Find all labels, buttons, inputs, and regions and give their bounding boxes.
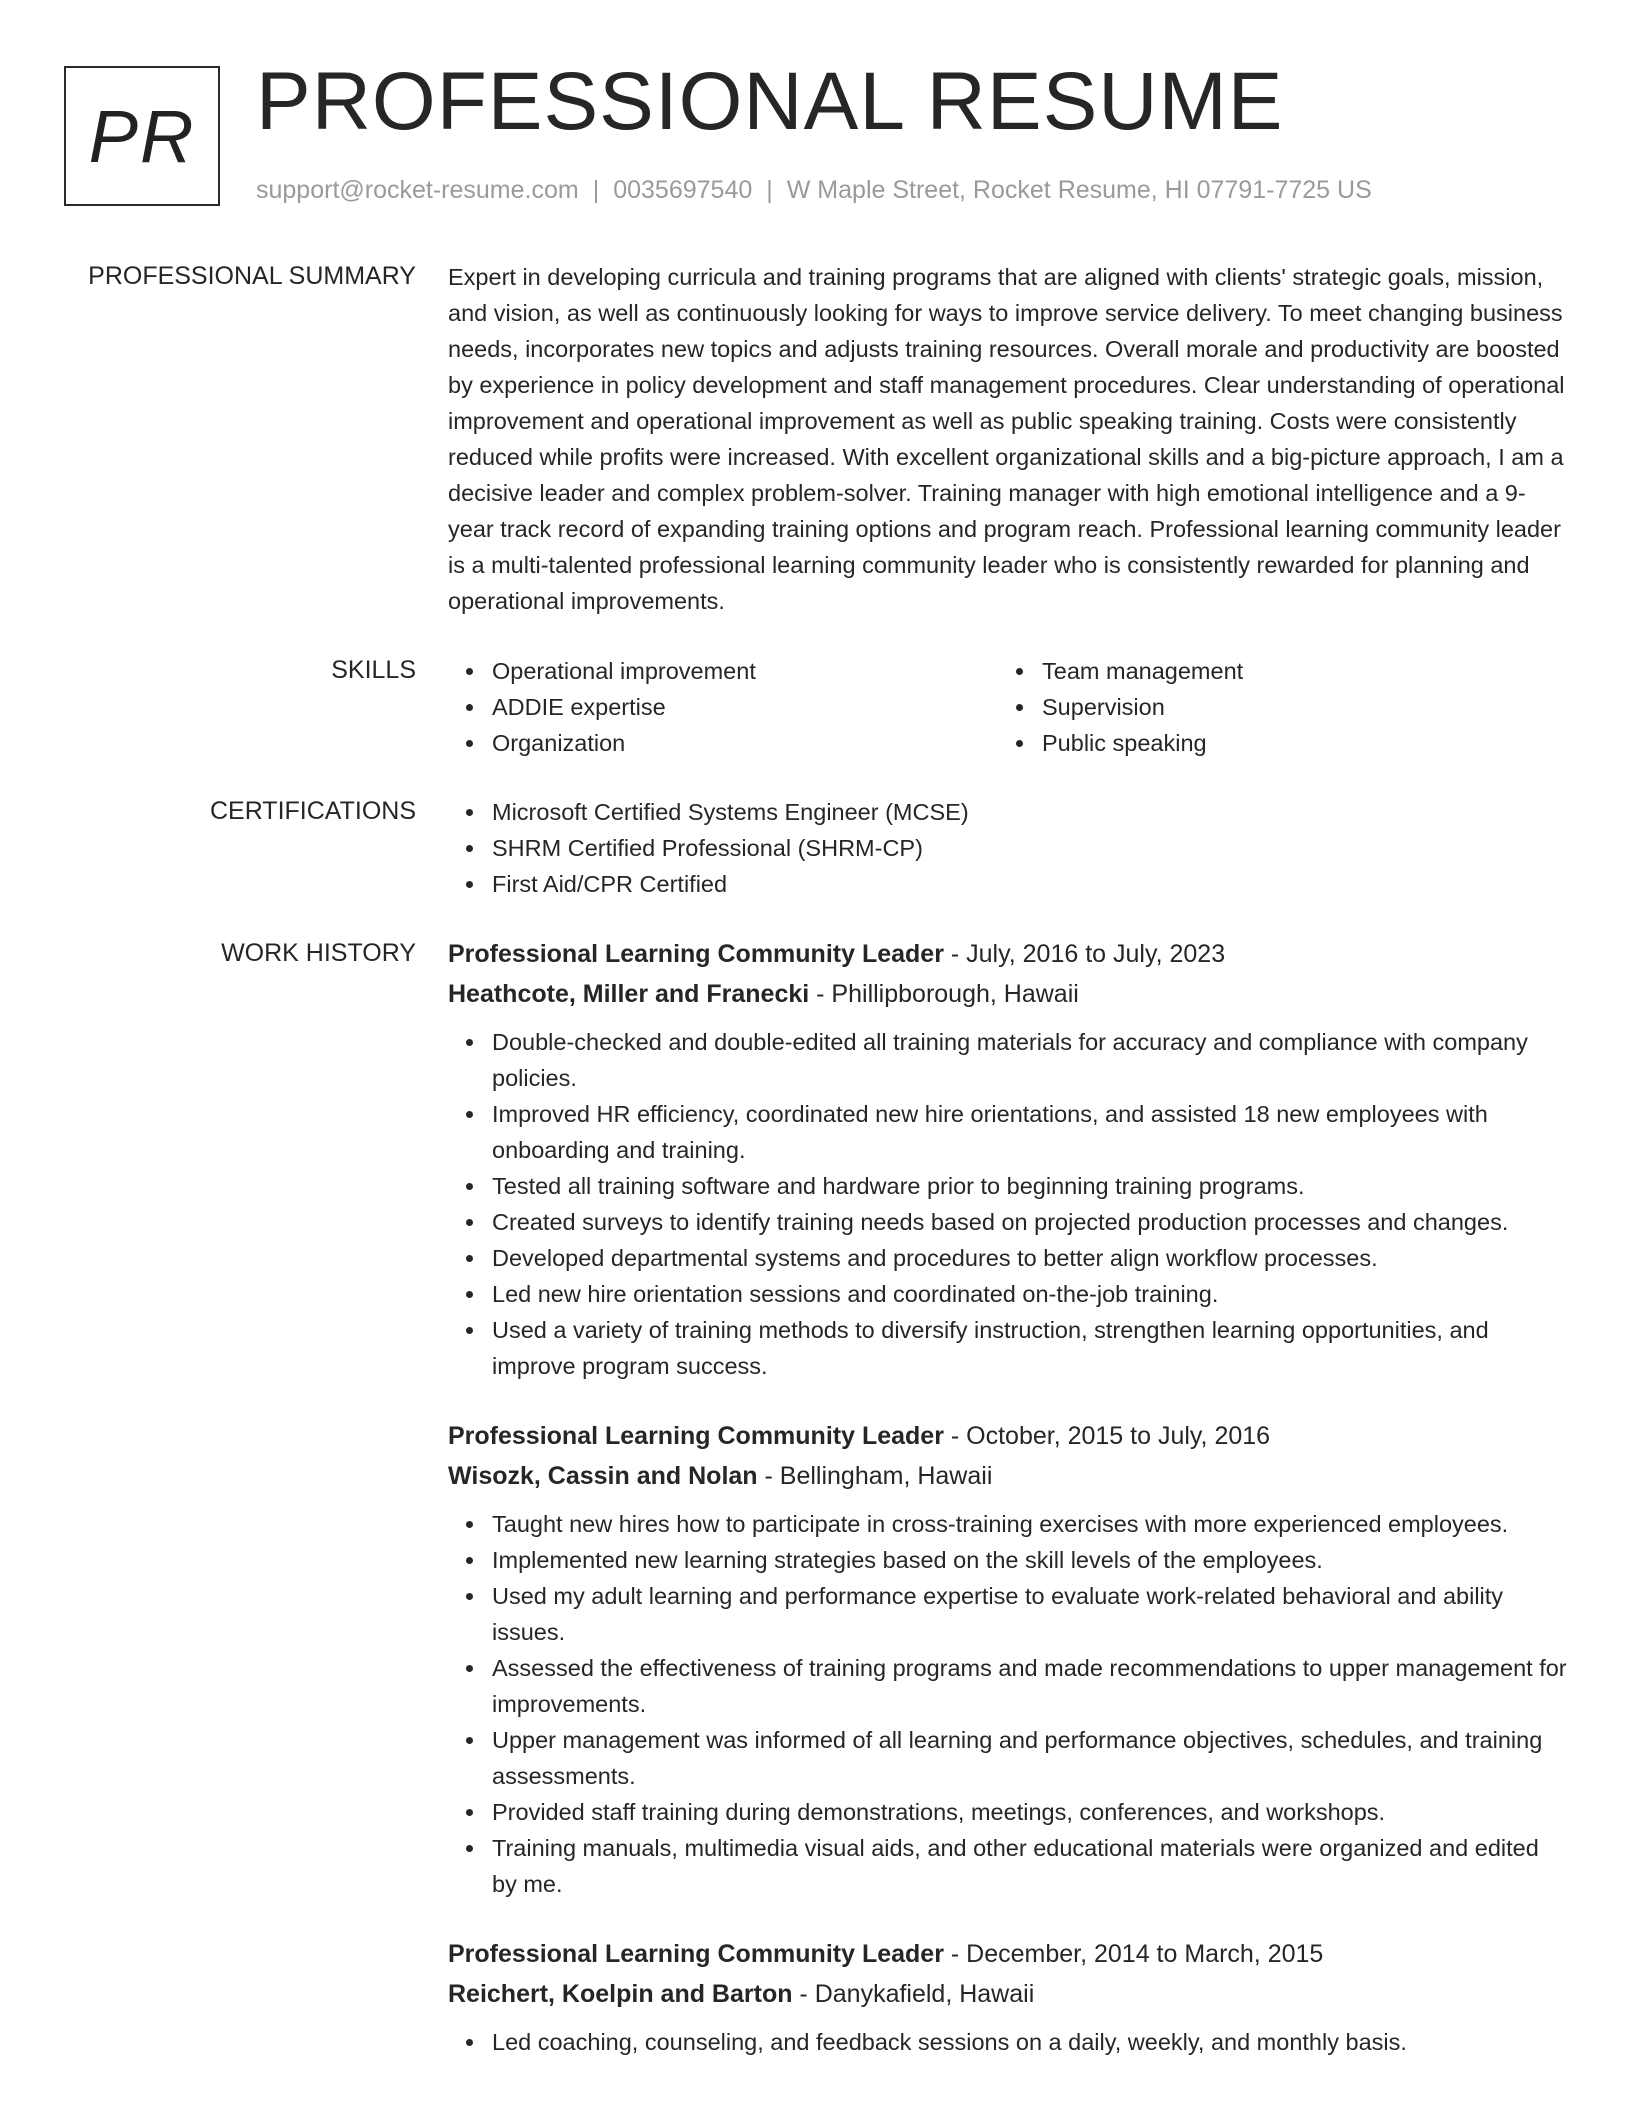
work-history-body bbox=[448, 934, 1568, 2092]
monogram-box bbox=[64, 66, 220, 206]
skills-column-left bbox=[448, 653, 998, 761]
skill-item: Team management bbox=[1042, 653, 1548, 689]
job-company-line bbox=[448, 974, 1568, 1014]
job-location: - Bellingham, Hawaii bbox=[757, 1462, 993, 1490]
job-title-line bbox=[448, 1934, 1568, 1974]
certifications-list bbox=[448, 794, 1568, 902]
skill-item: ADDIE expertise bbox=[492, 689, 998, 725]
job-bullet: Implemented new learning strategies based on the skill levels of the employees. bbox=[492, 1542, 1568, 1578]
job-location: - Danykafield, Hawaii bbox=[792, 1980, 1035, 2008]
section-label-skills: SKILLS bbox=[331, 656, 416, 684]
contact-separator: | bbox=[766, 176, 773, 204]
contact-separator: | bbox=[592, 176, 600, 204]
job-location: - Phillipborough, Hawaii bbox=[809, 980, 1079, 1008]
contact-line bbox=[256, 174, 1372, 206]
job-title-line bbox=[448, 1416, 1568, 1456]
certifications-body bbox=[448, 794, 1568, 902]
monogram-initials: PR bbox=[88, 94, 196, 178]
job-title: Professional Learning Community Leader bbox=[448, 940, 944, 968]
summary-body bbox=[448, 259, 1568, 619]
job-bullet: Created surveys to identify training needs based on projected production processes and changes. bbox=[492, 1204, 1568, 1240]
contact-address: W Maple Street, Rocket Resume, HI 07791-7725 US bbox=[786, 176, 1372, 204]
section-label-certifications: CERTIFICATIONS bbox=[209, 797, 416, 825]
certification-item: First Aid/CPR Certified bbox=[492, 866, 1568, 902]
skill-item: Public speaking bbox=[1042, 725, 1548, 761]
job-dates: - October, 2015 to July, 2016 bbox=[943, 1422, 1271, 1450]
job-company-line bbox=[448, 1456, 1568, 1496]
job-company: Heathcote, Miller and Franecki bbox=[448, 980, 810, 1008]
skills-body bbox=[448, 653, 1568, 761]
job-bullet: Provided staff training during demonstrations, meetings, conferences, and workshops. bbox=[492, 1794, 1568, 1830]
job-bullet: Used my adult learning and performance expertise to evaluate work-related behavioral and ability issues. bbox=[492, 1578, 1568, 1650]
job-dates: - July, 2016 to July, 2023 bbox=[943, 940, 1226, 968]
job-company: Reichert, Koelpin and Barton bbox=[448, 1980, 793, 2008]
job-bullet: Training manuals, multimedia visual aids, and other educational materials were organized and edited by me. bbox=[492, 1830, 1568, 1902]
job-title: Professional Learning Community Leader bbox=[448, 1940, 944, 1968]
job-title-line bbox=[448, 934, 1568, 974]
job-bullet: Upper management was informed of all learning and performance objectives, schedules, and training assessments. bbox=[492, 1722, 1568, 1794]
job-bullets bbox=[448, 1506, 1568, 1902]
job-company: Wisozk, Cassin and Nolan bbox=[448, 1462, 758, 1490]
job-title: Professional Learning Community Leader bbox=[448, 1422, 944, 1450]
job-bullets bbox=[448, 2024, 1568, 2060]
skills-column-right bbox=[998, 653, 1548, 761]
job-entry bbox=[448, 1416, 1568, 1902]
job-bullet: Improved HR efficiency, coordinated new hire orientations, and assisted 18 new employees with onboarding and training. bbox=[492, 1096, 1568, 1168]
skill-item: Operational improvement bbox=[492, 653, 998, 689]
resume-title: PROFESSIONAL RESUME bbox=[256, 56, 1284, 147]
summary-text: Expert in developing curricula and training programs that are aligned with clients' strategic goals, mission, and vision, as well as continuously looking for ways to improve service delivery. To meet changing business needs, incorporates new topics and adjusts training resources. Overall morale and productivity are boosted by experience in policy development and staff management procedures. Clear understanding of operational improvement and operational improvement as well as public speaking training. Costs were consistently reduced while profits were increased. With excellent organizational skills and a big-picture approach, I am a decisive leader and complex problem-solver. Training manager with high emotional intelligence and a 9-year track record of expanding training options and program reach. Professional learning community leader is a multi-talented professional learning community leader who is consistently rewarded for planning and operational improvements. bbox=[448, 264, 1565, 614]
job-bullets bbox=[448, 1024, 1568, 1384]
skills-list-left bbox=[448, 653, 998, 761]
job-entry bbox=[448, 1934, 1568, 2060]
skill-item: Supervision bbox=[1042, 689, 1548, 725]
certification-item: Microsoft Certified Systems Engineer (MCSE) bbox=[492, 794, 1568, 830]
contact-phone[interactable]: 0035697540 bbox=[613, 176, 753, 204]
skills-list-right bbox=[998, 653, 1548, 761]
job-bullet: Tested all training software and hardware prior to beginning training programs. bbox=[492, 1168, 1568, 1204]
job-bullet: Double-checked and double-edited all training materials for accuracy and compliance with company policies. bbox=[492, 1024, 1568, 1096]
skills-grid bbox=[448, 653, 1568, 761]
job-bullet: Taught new hires how to participate in cross-training exercises with more experienced employees. bbox=[492, 1506, 1568, 1542]
section-label-summary: PROFESSIONAL SUMMARY bbox=[88, 262, 416, 290]
job-bullet: Led coaching, counseling, and feedback sessions on a daily, weekly, and monthly basis. bbox=[492, 2024, 1568, 2060]
job-bullet: Used a variety of training methods to diversify instruction, strengthen learning opportunities, and improve program success. bbox=[492, 1312, 1568, 1384]
job-entry bbox=[448, 934, 1568, 1384]
job-bullet: Assessed the effectiveness of training programs and made recommendations to upper management for improvements. bbox=[492, 1650, 1568, 1722]
contact-email[interactable]: support@rocket-resume.com bbox=[256, 176, 579, 204]
certification-item: SHRM Certified Professional (SHRM-CP) bbox=[492, 830, 1568, 866]
skill-item: Organization bbox=[492, 725, 998, 761]
job-bullet: Led new hire orientation sessions and coordinated on-the-job training. bbox=[492, 1276, 1568, 1312]
job-dates: - December, 2014 to March, 2015 bbox=[943, 1940, 1324, 1968]
section-label-work-history: WORK HISTORY bbox=[221, 939, 416, 967]
job-bullet: Developed departmental systems and procedures to better align workflow processes. bbox=[492, 1240, 1568, 1276]
job-company-line bbox=[448, 1974, 1568, 2014]
